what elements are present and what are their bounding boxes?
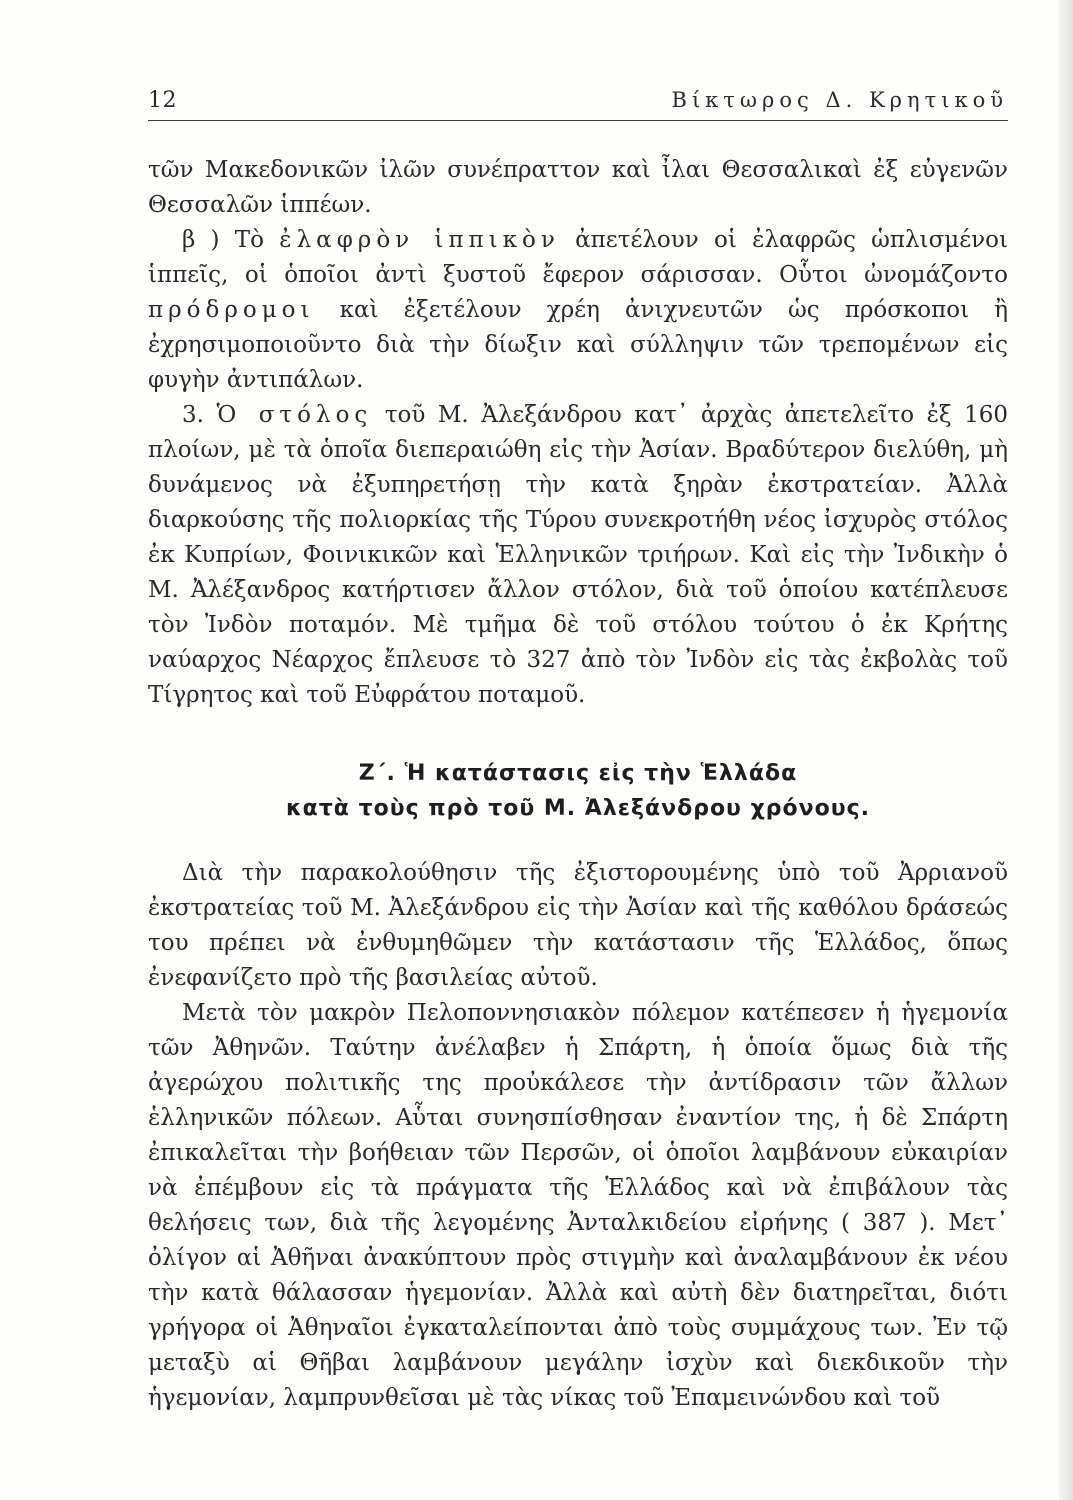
paragraph-light-cavalry — [148, 223, 1008, 398]
paragraph-text: ἀπετέλουν οἱ ἐλαφρῶς ὡπλισμένοι ἱππεῖς, οἱ ὁποῖοι ἀντὶ ξυστοῦ ἔφερον σάρισσαν. Οὗτοι ὠνομάζοντο — [148, 227, 1008, 288]
body-text — [148, 153, 1008, 1416]
page-binding-edge — [1059, 0, 1073, 1500]
running-title: Βίκτωρος Δ. Κρητικοῦ — [671, 88, 1008, 112]
spaced-term: Ὁ στόλος — [216, 402, 373, 428]
spaced-term: πρόδρομοι — [148, 297, 315, 323]
paragraph-hegemony: Μετὰ τὸν μακρὸν Πελοποννησιακὸν πόλεμον κατέπεσεν ἡ ἡγεμονία τῶν Ἀθηνῶν. Ταύτην ἀνέλαβεν ἡ Σπάρτη, ἡ ὁποία ὅμως διὰ τῆς ἀγερώχου πολιτικῆς της προὐκάλεσε τὴν ἀντίδρασιν τῶν ἄλλων ἑλληνικῶν πόλεων. Αὗται συνησπίσθησαν ἐναντίον της, ἡ δὲ Σπάρτη ἐπικαλεῖται τὴν βοήθειαν τῶν Περσῶν, οἱ ὁποῖοι λαμβάνουν εὐκαιρίαν νὰ ἐπέμβουν εἰς τὰ πράγματα τῆς Ἑλλάδος καὶ νὰ ἐπιβάλουν τὰς θελήσεις των, διὰ τῆς λεγομένης Ἀνταλκιδείου εἰρήνης ( 387 ). Μετ᾽ ὀλίγον αἱ Ἀθῆναι ἀνακύπτουν πρὸς στιγμὴν καὶ ἀναλαμβάνουν ἐκ νέου τὴν κατὰ θάλασσαν ἡγεμονίαν. Ἀλλὰ καὶ αὐτὴ δὲν διατηρεῖται, διότι γρήγορα οἱ Ἀθηναῖοι ἐγκαταλείπονται ἀπὸ τοὺς συμμάχους των. Ἐν τῷ μεταξὺ αἱ Θῆβαι λαμβάνουν μεγάλην ἰσχὺν καὶ διεκδικοῦν τὴν ἡγεμονίαν, λαμπρυνθεῖσαι μὲ τὰς νίκας τοῦ Ἐπαμεινώνδου καὶ τοῦ — [148, 1000, 1008, 1411]
paragraph-text: καὶ ἐξετέλουν χρέη ἀνιχνευτῶν ὡς πρόσκοποι ἢ ἐχρησιμοποιοῦντο διὰ τὴν δίωξιν καὶ σύλληψιν τῶν τρεπομένων εἰς φυγὴν ἀντιπάλων. — [148, 297, 1008, 393]
paragraph-text: τοῦ Μ. Ἀλεξάνδρου κατ᾽ ἀρχὰς ἀπετελεῖτο ἐξ 160 πλοίων, μὲ τὰ ὁποῖα διεπεραιώθη εἰς τὴν Ἀσίαν. Βραδύτερον διελύθη, μὴ δυνάμενος νὰ ἐξυπηρετήσῃ τὴν κατὰ ξηρὰν ἐκστρατείαν. Ἀλλὰ διαρκούσης τῆς πολιορκίας τῆς Τύρου συνεκροτήθη νέος ἰσχυρὸς στόλος ἐκ Κυπρίων, Φοινικικῶν καὶ Ἑλληνικῶν τριήρων. Καὶ εἰς τὴν Ἰνδικὴν ὁ Μ. Ἀλέξανδρος κατήρτισεν ἄλλον στόλον, διὰ τοῦ ὁποίου κατέπλευσε τὸν Ἰνδὸν ποταμόν. Μὲ τμῆμα δὲ τοῦ στόλου τούτου ὁ ἐκ Κρήτης ναύαρχος Νέαρχος ἔπλευσε τὸ 327 ἀπὸ τὸν Ἰνδὸν εἰς τὰς ἐκβολὰς τοῦ Τίγρητος καὶ τοῦ Εὐφράτου ποταμοῦ. — [148, 402, 1008, 708]
paragraph-cavalry-continued: τῶν Μακεδονικῶν ἰλῶν συνέπραττον καὶ ἶλαι Θεσσαλικαὶ ἐξ εὐγενῶν Θεσσαλῶν ἱππέων. — [148, 157, 1008, 218]
running-header — [148, 88, 1008, 121]
paragraph-prefix: β ) Τὸ — [182, 227, 280, 253]
paragraph-prefix: 3. — [182, 402, 217, 428]
paragraph-fleet — [148, 398, 1008, 713]
page-number: 12 — [148, 88, 177, 113]
book-page — [148, 88, 1008, 1416]
section-heading-line: Ζ΄. Ἡ κατάστασις εἰς τὴν Ἑλλάδα — [358, 761, 798, 786]
section-heading — [148, 756, 1008, 826]
paragraph-intro: Διὰ τὴν παρακολούθησιν τῆς ἐξιστορουμένης ὑπὸ τοῦ Ἀρριανοῦ ἐκστρατείας τοῦ Μ. Ἀλεξάνδρου εἰς τὴν Ἀσίαν καὶ τῆς καθόλου δράσεώς του πρέπει νὰ ἐνθυμηθῶμεν τὴν κατάστασιν τῆς Ἑλλάδος, ὅπως ἐνεφανίζετο πρὸ τῆς βασιλείας αὐτοῦ. — [148, 860, 1008, 991]
section-heading-line: κατὰ τοὺς πρὸ τοῦ Μ. Ἀλεξάνδρου χρόνους. — [286, 796, 870, 821]
spaced-term: ἐλαφρὸν ἱππικὸν — [279, 227, 560, 253]
